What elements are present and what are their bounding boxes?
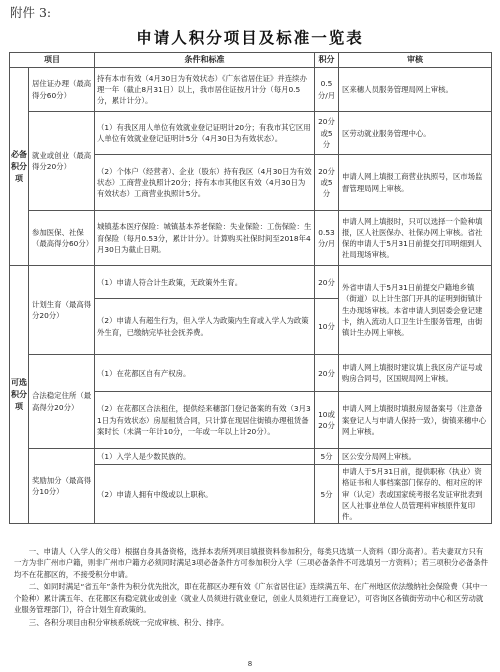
score-family-planning-b: 10分 <box>315 299 339 355</box>
table-row <box>10 355 492 392</box>
score-reward-a: 5分 <box>315 449 339 465</box>
condition-housing-b: （2）在花都区合法租住，提供经来穗部门登记备案的有效（3月31日为有效状态）房屋租赁合同，只计算在现居住街镇办理租赁备案时长（未满一年计10分，一年或一年以上计20分）。 <box>95 392 315 449</box>
page-number: 8 <box>247 660 253 668</box>
condition-family-planning-b: （2）申请人有超生行为，但入学人为政策内生育或入学人为政策外生育，已缴纳完毕社会抚养费。 <box>95 299 315 355</box>
condition-employment-b: （2）个体户（经营者）、企业（股东）持有我区（4月30日为有效状态）工商营业执照计20分；持有本市其他区有效（4月30日为有效状态）工商营业执照计5分。 <box>95 155 315 211</box>
audit-residence: 区来穗人员服务管理局网上审核。 <box>339 68 492 112</box>
score-employment-a: 20分或5分 <box>315 112 339 155</box>
audit-insurance: 申请人网上填报时，只可以选择一个险种填报，区人社医保办、社保办网上审核。省社保的申请人于5月31日前提交打印明细到人社局现场审核。 <box>339 211 492 266</box>
score-housing-b: 10或20分 <box>315 392 339 449</box>
table-row <box>10 449 492 465</box>
item-employment: 就业或创业（最高得分20分） <box>29 112 95 211</box>
condition-employment-a: （1）有我区用人单位有效就业登记证明计20分；有我市其它区用人单位有效就业登记证明计5分（4月30日为有效状态）。 <box>95 112 315 155</box>
header-item: 项目 <box>10 53 95 68</box>
item-housing: 合法稳定住所（最高得分20分） <box>29 355 95 449</box>
score-residence: 0.5分/月 <box>315 68 339 112</box>
audit-reward-a: 区公安分局网上审核。 <box>339 449 492 465</box>
table-row <box>10 211 492 266</box>
table-row <box>10 266 492 299</box>
category-optional: 可选积分项 <box>10 266 29 524</box>
audit-housing-a: 申请人网上填报时建议填上我区房产证号或购房合同号，区国规局网上审核。 <box>339 355 492 392</box>
item-reward: 奖励加分（最高得分10分） <box>29 449 95 524</box>
audit-employment-a: 区劳动就业服务管理中心。 <box>339 112 492 155</box>
condition-insurance: 城镇基本医疗保险：城镇基本养老保险：失业保险：工伤保险：生育保险（每月0.53分，累计计分）。计算购买社保时间至2018年4月30日为截止日期。 <box>95 211 315 266</box>
page-title: 申请人积分项目及标准一览表 <box>136 28 364 47</box>
audit-reward-b: 申请人于5月31日前，提供职称（执业）资格证书和人事档案部门保存的、相对应的评审（认定）表或国家统考报名发证审批表到区人社事业单位人员管理科审核原件复印件。 <box>339 465 492 524</box>
points-table <box>9 52 492 524</box>
item-residence: 居住证办理（最高得分60分） <box>29 68 95 112</box>
notes-section <box>14 546 488 629</box>
note-1: 一、申请人（入学人的父母）根据自身具备资格，选择本表所列项目填报资料参加积分，每类只选填一人资料（即分高者）。若夫妻双方只有一方为非广州市户籍，则非广州市户籍方必须同时满足3项必备条件方可参加积分入学（三项必备条件不可选填另一方资料）；若三项积分必备条件均不在花都区的，不接受积分申请。 <box>14 547 489 579</box>
condition-reward-b: （2）申请人拥有中级或以上职称。 <box>95 465 315 524</box>
table-row <box>10 112 492 155</box>
attachment-label: 附件 3: <box>10 5 52 20</box>
condition-residence: 持有本市有效（4月30日为有效状态）《广东省居住证》并连续办理一年（截止8月31日）以上，我市居住证按月计分（每月0.5分，累计计分）。 <box>95 68 315 112</box>
table-row <box>10 68 492 112</box>
score-reward-b: 5分 <box>315 465 339 524</box>
note-2: 二、如同时满足“省五年”条件为积分优先批次，即在花都区办理有效《广东省居住证》连续满五年、在广州地区依法缴纳社会保险费（其中一个险种）累计满五年、在花都区有稳定就业或创业（就业人员须进行就业登记，创业人员须进行工商登记），可咨询区各镇街劳动中心和区劳动就业服务管理部门），符合计划生育政策的。 <box>14 582 488 615</box>
condition-family-planning-a: （1）申请人符合计生政策，无政策外生育。 <box>95 266 315 299</box>
note-3: 三、各积分项目由积分审核系统统一完成审核、积分、排序。 <box>28 617 229 627</box>
audit-housing-b: 申请人网上填报时填报房屋备案号（注意备案登记人与申请人保持一致），街镇来穗中心网上审核。 <box>339 392 492 449</box>
audit-employment-b: 申请人网上填报工商营业执照号，区市场监督管理局网上审核。 <box>339 155 492 211</box>
category-required: 必备积分项 <box>10 68 29 266</box>
header-condition: 条件和标准 <box>95 53 315 68</box>
score-family-planning-a: 20分 <box>315 266 339 299</box>
audit-family-planning: 外省申请人于5月31日前提交户籍地乡镇（街道）以上计生部门开具的证明到街镇计生办现场审核。本省申请人到居委会登记建卡，纳入流动人口卫生计生服务管理，由街镇计生办网上审核。 <box>339 266 492 355</box>
score-employment-b: 20分或5分 <box>315 155 339 211</box>
table-header-row <box>10 53 492 68</box>
condition-housing-a: （1）在花都区自有产权房。 <box>95 355 315 392</box>
item-insurance: 参加医保、社保（最高得分60分） <box>29 211 95 266</box>
header-score: 积分 <box>315 53 339 68</box>
condition-reward-a: （1）入学人是少数民族的。 <box>95 449 315 465</box>
item-family-planning: 计划生育（最高得分20分） <box>29 266 95 355</box>
score-housing-a: 20分 <box>315 355 339 392</box>
score-insurance: 0.53分/月 <box>315 211 339 266</box>
header-audit: 审核 <box>339 53 492 68</box>
